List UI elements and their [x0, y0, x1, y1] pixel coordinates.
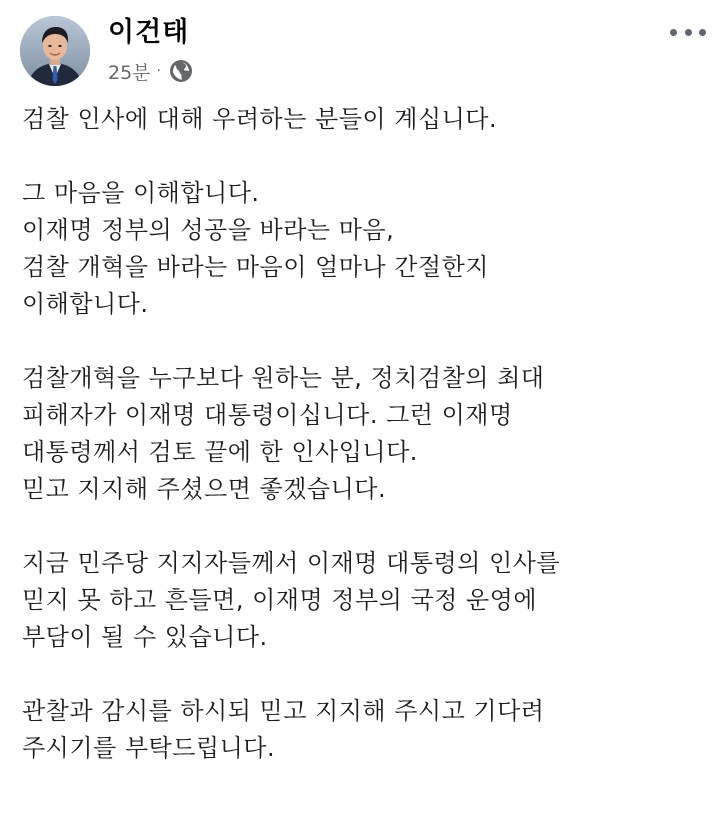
paragraph-gap	[22, 656, 702, 693]
more-dots-icon[interactable]	[670, 22, 706, 42]
profile-photo	[20, 16, 90, 86]
post-text-line: 피해자가 이재명 대통령이십니다. 그런 이재명	[22, 401, 513, 429]
more-dot	[699, 29, 706, 36]
avatar[interactable]	[20, 16, 90, 86]
post-text-line: 주시기를 부탁드립니다.	[22, 734, 276, 762]
post-header	[0, 0, 720, 100]
post-meta	[108, 58, 193, 84]
post-text-line: 검찰개혁을 누구보다 원하는 분, 정치검찰의 최대	[22, 364, 545, 392]
post-text-line: 이재명 정부의 성공을 바라는 마음,	[22, 216, 395, 244]
author-name[interactable]: 이건태	[108, 17, 190, 48]
paragraph-gap	[22, 508, 702, 545]
more-dot	[685, 29, 692, 36]
post-text-line: 믿지 못 하고 흔들면, 이재명 정부의 국정 운영에	[22, 586, 538, 614]
post-text-line: 관찰과 감시를 하시되 믿고 지지해 주시고 기다려	[22, 697, 545, 725]
paragraph-gap	[22, 323, 702, 360]
post-text-line: 부담이 될 수 있습니다.	[22, 623, 268, 651]
globe-icon[interactable]	[169, 59, 193, 83]
meta-separator: ·	[156, 63, 161, 79]
post-text-line: 믿고 지지해 주셨으면 좋겠습니다.	[22, 475, 387, 503]
post-text-line: 검찰 인사에 대해 우려하는 분들이 계십니다.	[22, 105, 498, 133]
paragraph-gap	[22, 138, 702, 175]
post-body	[22, 101, 702, 767]
more-dot	[670, 29, 677, 36]
post-text-line: 이해합니다.	[22, 290, 149, 318]
post-text-line: 지금 민주당 지지자들께서 이재명 대통령의 인사를	[22, 549, 561, 577]
post-text-line: 그 마음을 이해합니다.	[22, 179, 260, 207]
post-text-line: 검찰 개혁을 바라는 마음이 얼마나 간절한지	[22, 253, 489, 281]
post-timestamp[interactable]: 25분	[108, 61, 151, 84]
post-text-line: 대통령께서 검토 끝에 한 인사입니다.	[22, 438, 418, 466]
